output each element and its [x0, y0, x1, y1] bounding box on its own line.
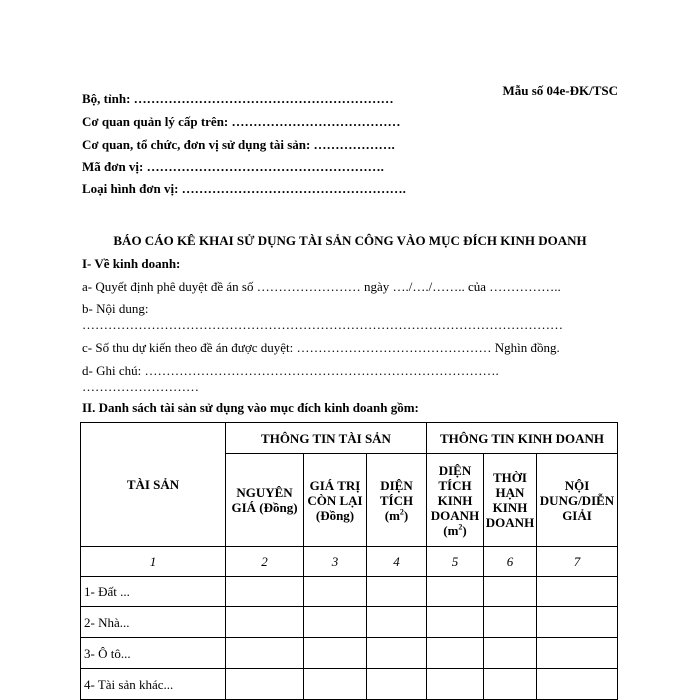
section-1-heading: I- Về kinh doanh:	[82, 256, 181, 271]
notes-dots: ………………………	[82, 379, 199, 394]
notes-line: d- Ghi chú: ……………………………………………………………………….	[82, 363, 499, 378]
table-cell	[427, 669, 484, 700]
column-number: 1	[81, 547, 226, 577]
area-header: DIỆN TÍCH $(m^2)$	[367, 454, 427, 547]
table-cell	[537, 638, 618, 669]
asset-info-group-header: THÔNG TIN TÀI SẢN	[226, 423, 427, 454]
table-cell	[427, 638, 484, 669]
row-label-land: 1- Đất ...	[81, 577, 226, 607]
table-row	[81, 669, 618, 700]
table-row	[81, 638, 618, 669]
table-row	[81, 577, 618, 607]
table-cell	[484, 607, 537, 638]
business-info-group-header: THÔNG TIN KINH DOANH	[427, 423, 618, 454]
expected-revenue-line: c- Số thu dự kiến theo đề án được duyệt: ……………………………………… Nghìn đồng.	[82, 340, 560, 355]
table-cell	[484, 577, 537, 607]
unit-code-field: Mã đơn vị: ……………………………………………….	[82, 159, 384, 174]
table-cell	[484, 638, 537, 669]
column-number: 5	[427, 547, 484, 577]
unit-type-field: Loại hình đơn vị: …………………………………………….	[82, 181, 406, 196]
table-cell	[226, 669, 304, 700]
table-cell	[484, 669, 537, 700]
column-number: 7	[537, 547, 618, 577]
table-cell	[367, 638, 427, 669]
business-area-header: DIỆN TÍCH KINH DOANH $(m^2)$	[427, 454, 484, 547]
business-term-header: THỜI HẠN KINH DOANH	[484, 454, 537, 547]
table-cell	[304, 638, 367, 669]
table-cell	[427, 607, 484, 638]
report-title: BÁO CÁO KÊ KHAI SỬ DỤNG TÀI SẢN CÔNG VÀO MỤC ĐÍCH KINH DOANH	[113, 233, 587, 248]
asset-table	[80, 422, 618, 700]
approval-decision-line: a- Quyết định phê duyệt đề án số …………………… ngày …./…./…….. của ……………..	[82, 279, 561, 294]
superior-agency-field: Cơ quan quản lý cấp trên: …………………………………	[82, 114, 401, 129]
table-cell	[226, 607, 304, 638]
table-cell	[226, 577, 304, 607]
table-cell	[304, 607, 367, 638]
table-cell	[537, 607, 618, 638]
table-row	[81, 607, 618, 638]
column-number: 6	[484, 547, 537, 577]
ministry-field: Bộ, tỉnh: ……………………………………………………	[82, 91, 394, 106]
asset-column-header: TÀI SẢN	[81, 423, 226, 547]
table-cell	[537, 577, 618, 607]
remaining-value-header: GIÁ TRỊ CÒN LẠI (Đồng)	[304, 454, 367, 547]
table-cell	[427, 577, 484, 607]
table-cell	[304, 669, 367, 700]
row-label-car: 3- Ô tô...	[81, 638, 226, 669]
content-label: b- Nội dung:	[82, 301, 149, 316]
table-cell	[367, 669, 427, 700]
section-2-heading: II. Danh sách tài sản sử dụng vào mục đích kinh doanh gồm:	[82, 400, 419, 415]
row-label-house: 2- Nhà...	[81, 607, 226, 638]
table-cell	[367, 607, 427, 638]
content-dots: …………………………………………………………………………………………………	[82, 317, 563, 332]
original-value-header: NGUYÊN GIÁ (Đồng)	[226, 454, 304, 547]
using-agency-field: Cơ quan, tổ chức, đơn vị sử dụng tài sản: ……………….	[82, 137, 395, 152]
table-cell	[537, 669, 618, 700]
table-cell	[226, 638, 304, 669]
column-number: 3	[304, 547, 367, 577]
form-code: Mẫu số 04e-ĐK/TSC	[502, 83, 618, 98]
table-cell	[367, 577, 427, 607]
column-number: 4	[367, 547, 427, 577]
column-number: 2	[226, 547, 304, 577]
content-description-header: NỘI DUNG/DIỄN GIẢI	[537, 454, 618, 547]
table-cell	[304, 577, 367, 607]
row-label-other-assets: 4- Tài sản khác...	[81, 669, 226, 700]
